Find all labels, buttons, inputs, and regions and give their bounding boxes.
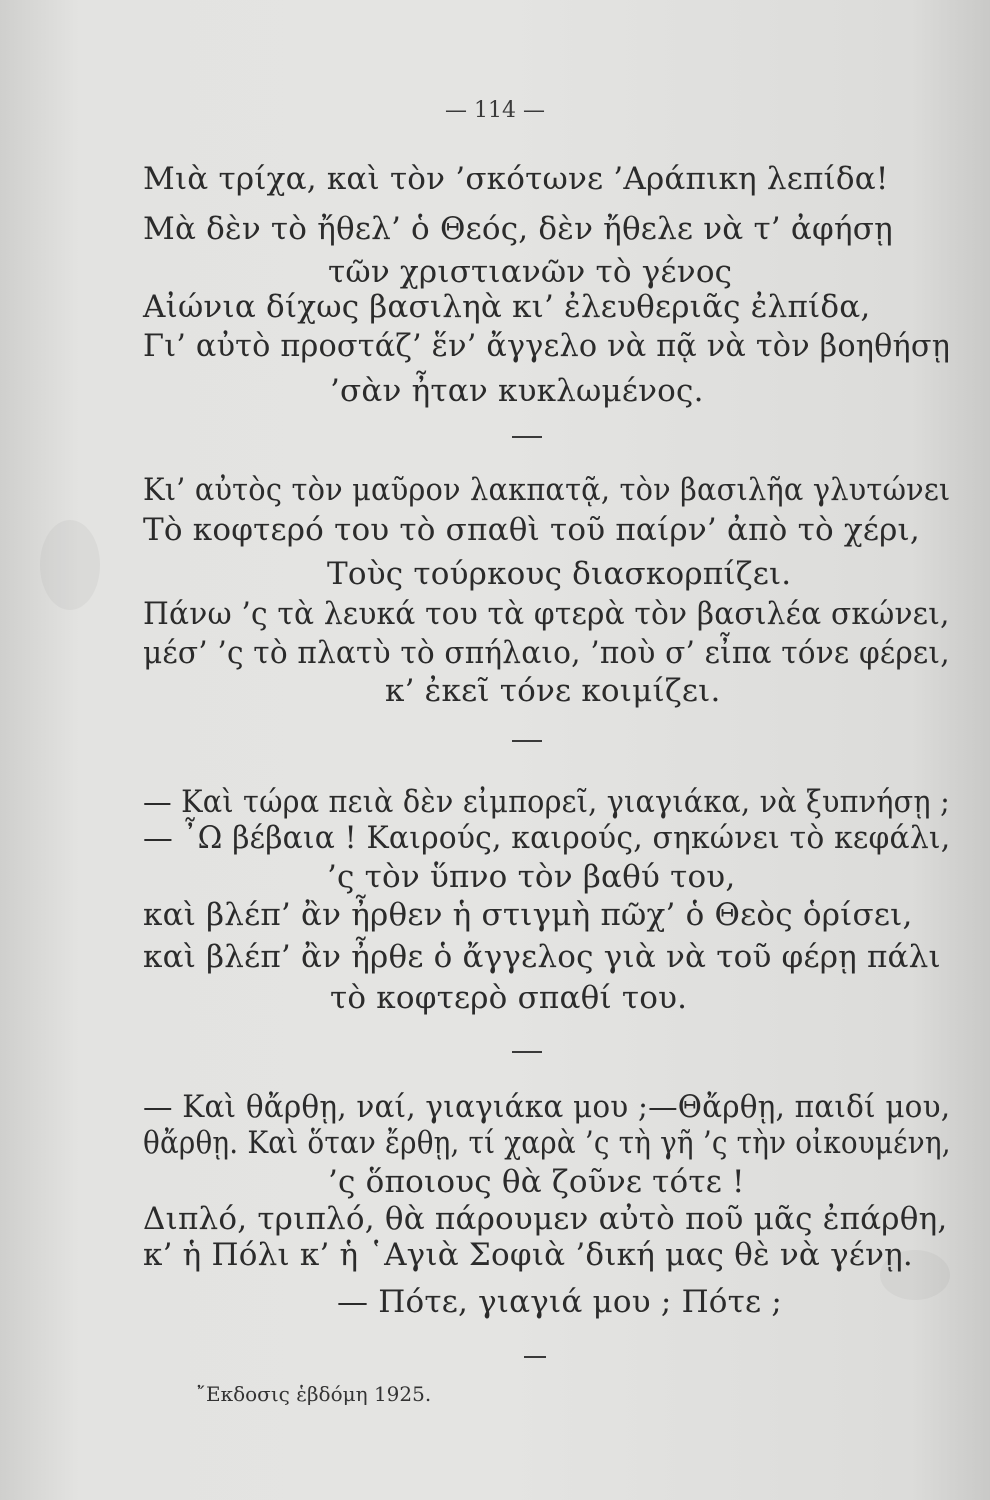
verse-line: καὶ βλέπ’ ἂν ἦρθεν ἡ στιγμὴ πῶχ’ ὁ Θεὸς ὁρίσει, bbox=[143, 897, 913, 933]
verse-line: τῶν χριστιανῶν τὸ γένος bbox=[328, 254, 733, 290]
paper-stain bbox=[40, 520, 100, 610]
section-separator bbox=[524, 1356, 546, 1358]
verse-line: Διπλό, τριπλό, θὰ πάρουμεν αὐτὸ ποῦ μᾶς ἐπάρθη, bbox=[143, 1201, 948, 1237]
verse-line: ’ς ὅποιους θὰ ζοῦνε τότε ! bbox=[328, 1164, 745, 1200]
verse-line: Κι’ αὐτὸς τὸν μαῦρον λακπατᾷ, τὸν βασιλῆα γλυτώνει bbox=[143, 472, 951, 508]
section-separator bbox=[512, 740, 542, 742]
verse-line: Μὰ δὲν τὸ ἤθελ’ ὁ Θεός, δὲν ἤθελε νὰ τ’ ἀφήσῃ bbox=[143, 211, 893, 247]
verse-line: — Καὶ θἄρθῃ, ναί, γιαγιάκα μου ;—Θἄρθῃ, παιδί μου, bbox=[143, 1089, 951, 1125]
verse-line: Μιὰ τρίχα, καὶ τὸν ’σκότωνε ’Αράπικη λεπίδα! bbox=[143, 161, 889, 197]
verse-line: κ’ ἡ Πόλι κ’ ἡ ῾Αγιὰ Σοφιὰ ’δική μας θὲ νὰ γένῃ. bbox=[143, 1237, 913, 1273]
section-separator bbox=[512, 436, 542, 438]
verse-line: θἄρθῃ. Καὶ ὅταν ἔρθῃ, τί χαρὰ ’ς τὴ γῆ ’ς τὴν οἰκουμένη, bbox=[143, 1125, 951, 1161]
edition-note: ῎Εκδοσις ἑβδόμη 1925. bbox=[196, 1382, 432, 1406]
verse-line: Πάνω ’ς τὰ λευκά του τὰ φτερὰ τὸν βασιλέα σκώνει, bbox=[143, 596, 950, 632]
verse-line: — ῏Ω βέβαια ! Καιρούς, καιρούς, σηκώνει τὸ κεφάλι, bbox=[143, 820, 951, 856]
verse-line: — Καὶ τώρα πειὰ δὲν εἰμπορεῖ, γιαγιάκα, νὰ ξυπνήσῃ ; bbox=[143, 784, 950, 820]
verse-line: τὸ κοφτερὸ σπαθί του. bbox=[330, 980, 688, 1016]
section-separator bbox=[512, 1051, 542, 1053]
verse-line: κ’ ἐκεῖ τόνε κοιμίζει. bbox=[385, 673, 721, 709]
verse-line: μέσ’ ’ς τὸ πλατὺ τὸ σπήλαιο, ’ποὺ σ’ εἶπα τόνε φέρει, bbox=[143, 635, 950, 671]
verse-line: Τὸ κοφτερό του τὸ σπαθὶ τοῦ παίρν’ ἀπὸ τὸ χέρι, bbox=[143, 512, 920, 548]
verse-line: ’σὰν ἦταν κυκλωμένος. bbox=[330, 373, 704, 409]
verse-line: καὶ βλέπ’ ἂν ἦρθε ὁ ἄγγελος γιὰ νὰ τοῦ φέρῃ πάλι bbox=[143, 939, 941, 975]
verse-line: Γι’ αὐτὸ προστάζ’ ἕν’ ἄγγελο νὰ πᾷ νὰ τὸν βοηθήσῃ bbox=[143, 328, 951, 364]
verse-line: Τοὺς τούρκους διασκορπίζει. bbox=[327, 556, 792, 592]
verse-line: ’ς τὸν ὕπνο τὸν βαθύ του, bbox=[327, 859, 736, 895]
verse-line: Αἰώνια δίχως βασιληὰ κι’ ἐλευθεριᾶς ἐλπίδα, bbox=[143, 289, 871, 325]
page-number: — 114 — bbox=[445, 98, 545, 123]
verse-line: — Πότε, γιαγιά μου ; Πότε ; bbox=[337, 1284, 782, 1320]
